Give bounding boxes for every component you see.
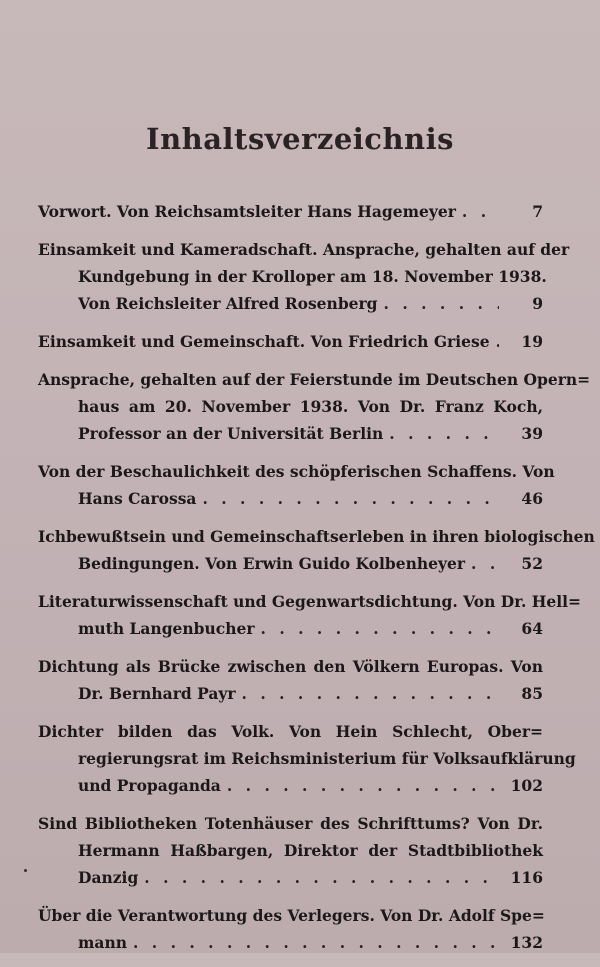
toc-entry-text: Hermann Haßbargen, Direktor der Stadtbibliothek [78,841,543,860]
toc-entry-text: Kundgebung in der Krolloper am 18. November 1938. [78,267,547,286]
toc-entry [38,588,582,642]
dot-leader [242,680,499,707]
dot-leader [496,328,499,355]
toc-entry [38,458,555,512]
toc-page-number: 52 [521,554,543,573]
toc-entry-text: Dr. Bernhard Payr [78,684,236,703]
toc-entry-text: mann [78,933,127,952]
dot-leader [462,198,499,225]
toc-entry-text: Dichter bilden das Volk. Von Hein Schlecht, Ober= [38,722,543,741]
toc-entry [38,718,576,799]
toc-entry [38,653,543,707]
toc-entry [38,523,595,577]
dot-leader [384,290,499,317]
toc-entry [38,236,570,317]
toc-entry-text: haus am 20. November 1938. Von Dr. Franz Koch, [78,397,543,416]
toc-entry-text: Danzig [78,868,139,887]
toc-page-number: 116 [510,868,543,887]
toc-entry [38,902,543,956]
toc-entry-text: Bedingungen. Von Erwin Guido Kolbenheyer [78,554,466,573]
dot-leader [133,929,499,956]
dot-leader [471,550,499,577]
toc-entry-text: Von der Beschaulichkeit des schöpferischen Schaffens. Von [38,462,555,481]
toc-entry-text: Hans Carossa [78,489,197,508]
dot-leader [389,420,499,447]
toc-entry [38,198,543,225]
toc-page-number: 9 [532,294,543,313]
paper-speck [24,869,27,872]
page-title: Inhaltsverzeichnis [146,122,454,156]
toc-entry-text: Ichbewußtsein und Gemeinschaftserleben in ihren biologischen [38,527,595,546]
toc-entry-text: Von Reichsleiter Alfred Rosenberg [78,294,378,313]
toc-entry-text: Sind Bibliotheken Totenhäuser des Schrifttums? Von Dr. [38,814,543,833]
toc-entry-text: Über die Verantwortung des Verlegers. Von Dr. Adolf Spe= [38,906,545,925]
toc-entry-text: Literaturwissenschaft und Gegenwartsdichtung. Von Dr. Hell= [38,592,582,611]
toc-page-number: 7 [532,202,543,221]
toc-page-number: 85 [521,684,543,703]
toc-entry [38,328,543,355]
toc-entry-text: Dichtung als Brücke zwischen den Völkern Europas. Von [38,657,543,676]
dot-leader [144,864,499,891]
toc-page-number: 46 [521,489,543,508]
dot-leader [261,615,499,642]
toc-entry [38,810,543,891]
toc-entry-text: Vorwort. Von Reichsamtsleiter Hans Hagemeyer [38,202,456,221]
toc-page-number: 102 [510,776,543,795]
toc-entry [38,366,591,447]
toc-entry-text: Ansprache, gehalten auf der Feierstunde im Deutschen Opern= [38,370,591,389]
toc-page-number: 19 [521,332,543,351]
toc-entry-text: regierungsrat im Reichsministerium für Volksaufklärung [78,749,576,768]
toc-page-number: 132 [510,933,543,952]
toc-entry-text: muth Langenbucher [78,619,255,638]
toc-entry-text: Einsamkeit und Kameradschaft. Ansprache, gehalten auf der [38,240,570,259]
toc-page-number: 39 [521,424,543,443]
toc-entry-text: und Propaganda [78,776,221,795]
dot-leader [202,485,499,512]
toc-page-number: 64 [521,619,543,638]
toc-entry-text: Einsamkeit und Gemeinschaft. Von Friedrich Griese [38,332,490,351]
table-of-contents [38,198,595,967]
toc-entry-text: Professor an der Universität Berlin [78,424,384,443]
dot-leader [227,772,499,799]
